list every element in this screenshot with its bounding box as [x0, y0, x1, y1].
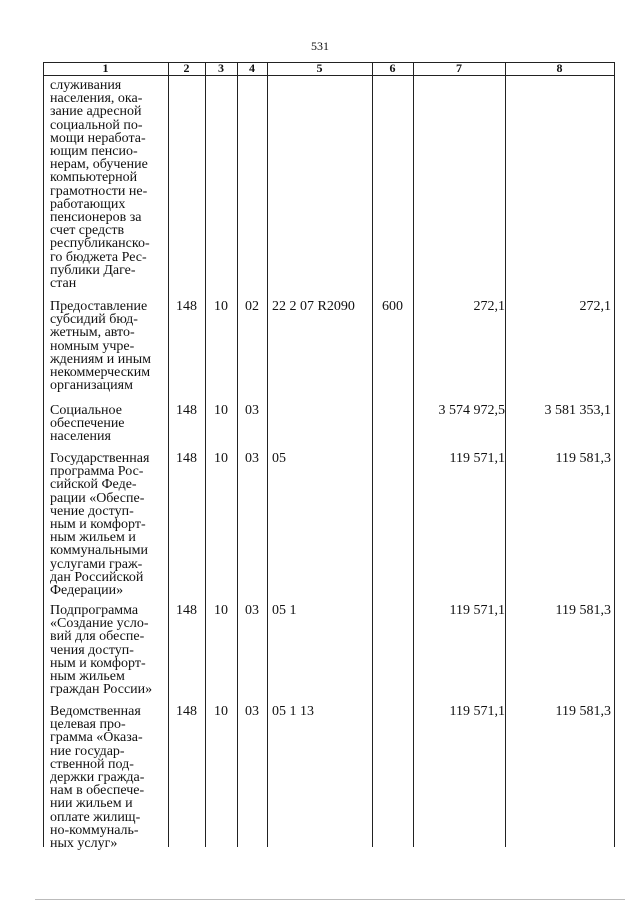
row-code-gr: 148 — [176, 704, 197, 719]
row-text-line: зание адресной — [50, 104, 142, 120]
row-text-line: граждан России» — [50, 682, 153, 698]
row-text-line: ным жильем — [50, 669, 125, 685]
row-code-rz: 10 — [214, 299, 228, 314]
row-text-line: Федерации» — [50, 583, 124, 599]
column-header-8: 8 — [556, 61, 563, 75]
column-header-7: 7 — [456, 61, 462, 75]
column-border — [614, 62, 615, 847]
table-row-name — [50, 452, 168, 597]
table-row-name — [50, 300, 168, 392]
row-text-line: пенсионеров за — [50, 210, 142, 226]
row-text-line: республиканско- — [50, 236, 150, 252]
row-code-gr: 148 — [176, 403, 197, 418]
row-text-line: компьютерной — [50, 170, 138, 186]
row-text-line: ным и комфорт- — [50, 517, 146, 533]
row-text-line: держки гражда- — [50, 770, 145, 786]
header-bottom-border — [43, 75, 615, 76]
row-text-line: публики Даге- — [50, 262, 136, 278]
row-code-rz: 10 — [214, 403, 228, 418]
row-amount-1: 119 571,1 — [449, 451, 505, 466]
row-code-rz: 10 — [214, 704, 228, 719]
table-row-name — [50, 705, 168, 850]
row-text-line: ным жильем и — [50, 530, 136, 546]
row-amount-2: 119 581,3 — [555, 603, 611, 618]
table-row-name — [50, 604, 168, 696]
row-text-line: целевая про- — [50, 717, 126, 733]
row-text-line: счет средств — [50, 223, 125, 239]
row-code-rz: 10 — [214, 451, 228, 466]
row-amount-1: 3 574 972,5 — [438, 403, 505, 418]
row-text-line: стан — [50, 276, 77, 292]
row-text-line: грамма «Оказа- — [50, 730, 143, 746]
column-border — [372, 62, 373, 847]
row-text-line: населения, ока- — [50, 91, 143, 107]
row-amount-2: 119 581,3 — [555, 704, 611, 719]
row-text-line: организациям — [50, 378, 133, 394]
row-text-line: ждениям и иным — [50, 351, 152, 367]
row-code-pr: 03 — [245, 451, 259, 466]
row-code-gr: 148 — [176, 299, 197, 314]
row-code-vr: 600 — [382, 299, 403, 314]
row-code-rz: 10 — [214, 603, 228, 618]
row-code-pr: 03 — [245, 603, 259, 618]
row-text-line: нерам, обучение — [50, 157, 148, 173]
row-text-line: нии жильем и — [50, 796, 133, 812]
row-code-csr: 05 — [272, 451, 286, 466]
row-amount-2: 119 581,3 — [555, 451, 611, 466]
row-amount-1: 272,1 — [473, 299, 505, 314]
row-text-line: го бюджета Рес- — [50, 249, 147, 265]
row-text-line: некоммерческим — [50, 365, 151, 381]
row-text-line: жетным, авто- — [50, 325, 135, 341]
row-text-line: Предоставление — [50, 299, 148, 314]
row-code-pr: 03 — [245, 704, 259, 719]
row-amount-1: 119 571,1 — [449, 603, 505, 618]
page-number: 531 — [311, 39, 329, 53]
row-text-line: ным и комфорт- — [50, 655, 146, 671]
row-text-line: ных услуг» — [50, 836, 118, 852]
row-text-line: ние государ- — [50, 743, 125, 759]
column-border — [267, 62, 268, 847]
row-text-line: Подпрограмма — [50, 603, 139, 618]
row-code-pr: 03 — [245, 403, 259, 418]
table-row-name — [50, 79, 168, 290]
row-text-line: дан Российской — [50, 569, 144, 585]
row-text-line: коммунальными — [50, 543, 148, 559]
page-bottom-edge — [35, 899, 625, 900]
row-code-gr: 148 — [176, 451, 197, 466]
row-text-line: ственной под- — [50, 756, 134, 772]
row-text-line: ющим пенсио- — [50, 144, 138, 160]
row-text-line: Ведомственная — [50, 704, 141, 719]
row-text-line: обеспечение — [50, 416, 125, 432]
row-code-csr: 05 1 13 — [272, 704, 314, 719]
row-text-line: социальной по- — [50, 117, 143, 133]
row-text-line: сийской Феде- — [50, 477, 137, 493]
row-text-line: но-коммуналь- — [50, 822, 139, 838]
row-text-line: номным учре- — [50, 338, 135, 354]
row-text-line: Социальное — [50, 403, 122, 418]
row-text-line: услугами граж- — [50, 556, 143, 572]
row-text-line: субсидий бюд- — [50, 312, 138, 328]
row-text-line: чения доступ- — [50, 642, 134, 658]
row-code-gr: 148 — [176, 603, 197, 618]
row-text-line: работающих — [50, 196, 126, 212]
row-code-pr: 02 — [245, 299, 259, 314]
column-header-1: 1 — [102, 61, 109, 75]
column-header-5: 5 — [316, 61, 323, 75]
column-header-4: 4 — [249, 61, 255, 75]
table-row-name — [50, 404, 168, 444]
column-header-6: 6 — [389, 61, 396, 75]
row-text-line: населения — [50, 429, 111, 445]
row-amount-2: 272,1 — [579, 299, 611, 314]
row-text-line: рации «Обеспе- — [50, 490, 145, 506]
column-border — [43, 62, 44, 847]
row-text-line: оплате жилищ- — [50, 809, 141, 825]
row-code-csr: 05 1 — [272, 603, 297, 618]
row-text-line: программа Рос- — [50, 464, 144, 480]
row-code-csr: 22 2 07 R2090 — [272, 299, 355, 314]
row-amount-1: 119 571,1 — [449, 704, 505, 719]
row-text-line: «Создание усло- — [50, 616, 149, 632]
column-header-2: 2 — [183, 61, 190, 75]
row-text-line: Государственная — [50, 451, 150, 466]
row-text-line: чение доступ- — [50, 503, 134, 519]
row-text-line: грамотности не- — [50, 183, 148, 199]
row-text-line: вий для обеспе- — [50, 629, 145, 645]
row-text-line: служивания — [50, 78, 122, 93]
column-header-3: 3 — [218, 61, 224, 75]
row-text-line: мощи неработа- — [50, 130, 146, 146]
row-amount-2: 3 581 353,1 — [544, 403, 611, 418]
row-text-line: нам в обеспече- — [50, 783, 145, 799]
